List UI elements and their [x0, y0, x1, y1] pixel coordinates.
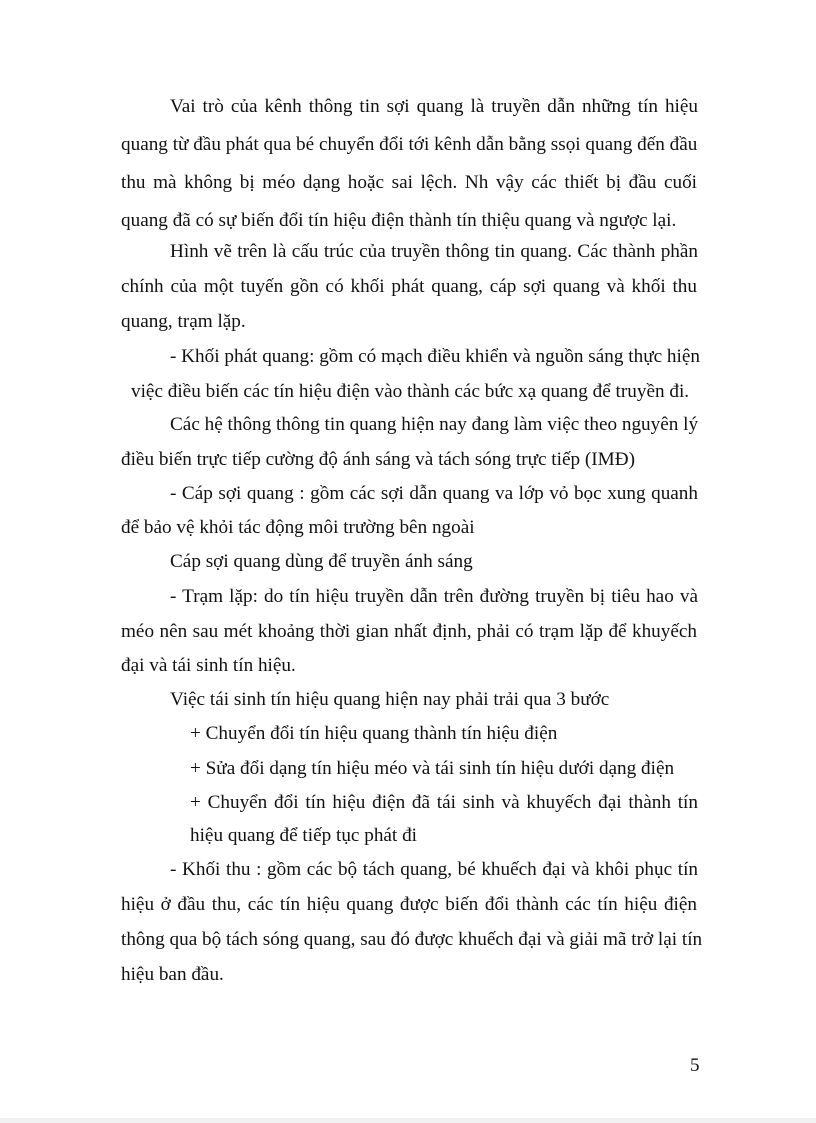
paragraph-7-line-3: đại và tái sinh tín hiệu.	[121, 655, 296, 676]
step-3-line-1: + Chuyển đổi tín hiệu điện đã tái sinh và khuyếch đại thành tín	[190, 792, 698, 813]
paragraph-8-line-1: Việc tái sinh tín hiệu quang hiện nay phải trải qua 3 bước	[170, 689, 610, 710]
step-1-line-1: + Chuyển đổi tín hiệu quang thành tín hiệu điện	[190, 723, 558, 744]
paragraph-4-line-1: Các hệ thông thông tin quang hiện nay đang làm việc theo nguyên lý	[170, 414, 699, 435]
paragraph-6-line-1: Cáp sợi quang dùng để truyền ánh sáng	[170, 551, 473, 572]
page-bottom-edge	[0, 1118, 816, 1123]
paragraph-1-line-1: Vai trò của kênh thông tin sợi quang là truyền dẫn những tín hiệu	[170, 96, 698, 117]
paragraph-3-line-2: việc điều biến các tín hiệu điện vào thành các bức xạ quang để truyền đi.	[131, 381, 690, 402]
paragraph-7-line-1: - Trạm lặp: do tín hiệu truyền dẫn trên đường truyền bị tiêu hao và	[170, 586, 698, 607]
paragraph-2-line-2: chính của một tuyến gồn có khối phát quang, cáp sợi quang và khối thu	[121, 276, 697, 297]
paragraph-5-line-2: để bảo vệ khỏi tác động môi trường bên ngoài	[121, 517, 475, 538]
paragraph-2-line-3: quang, trạm lặp.	[121, 311, 246, 332]
paragraph-12-line-2: hiệu ở đầu thu, các tín hiệu quang được biến đổi thành các tín hiệu điện	[121, 894, 697, 915]
paragraph-4-line-2: điều biến trực tiếp cường độ ánh sáng và tách sóng trực tiếp (IMĐ)	[121, 449, 635, 470]
page-number: 5	[690, 1055, 700, 1076]
paragraph-1-line-3: thu mà không bị méo dạng hoặc sai lệch. Nh vậy các thiết bị đầu cuối	[121, 172, 697, 193]
paragraph-7-line-2: méo nên sau mét khoảng thời gian nhất định, phải có trạm lặp để khuyếch	[121, 621, 697, 642]
paragraph-12-line-1: - Khối thu : gồm các bộ tách quang, bé khuếch đại và khôi phục tín	[170, 859, 698, 880]
paragraph-12-line-4: hiệu ban đầu.	[121, 964, 224, 985]
paragraph-1-line-4: quang đã có sự biến đổi tín hiệu điện thành tín thiệu quang và ngược lại.	[121, 210, 677, 231]
paragraph-12-line-3: thông qua bộ tách sóng quang, sau đó được khuếch đại và giải mã trở lại tín	[121, 929, 703, 950]
step-2-line-1: + Sửa đổi dạng tín hiệu méo và tái sinh tín hiệu dưới dạng điện	[190, 758, 675, 779]
paragraph-1-line-2: quang từ đầu phát qua bé chuyển đổi tới kênh dẫn bằng ssọi quang đến đầu	[121, 134, 698, 155]
paragraph-5-line-1: - Cáp sợi quang : gồm các sợi dẫn quang va lớp vỏ bọc xung quanh	[170, 483, 698, 504]
paragraph-3-line-1: - Khối phát quang: gồm có mạch điều khiển và nguồn sáng thực hiện	[170, 346, 700, 367]
step-3-line-2: hiệu quang để tiếp tục phát đi	[190, 825, 417, 846]
paragraph-2-line-1: Hình vẽ trên là cấu trúc của truyền thông tin quang. Các thành phần	[170, 241, 698, 262]
